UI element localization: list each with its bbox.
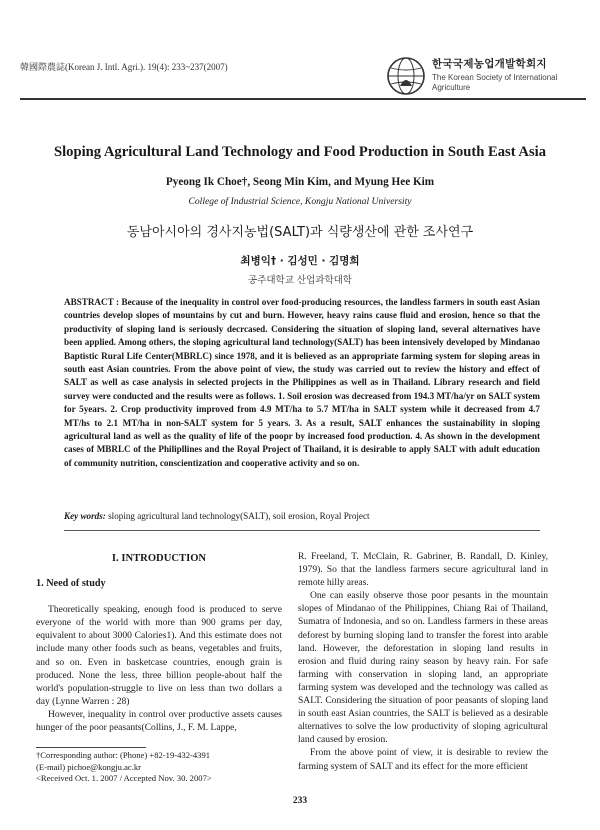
- footnote-rule: [36, 747, 146, 748]
- society-logo-icon: [386, 56, 426, 96]
- footnote-line: †Corresponding author: (Phone) +82-19-432-4391: [36, 750, 211, 760]
- body-paragraph: One can easily observe those poor pesants in the mountain slopes of Mindanao of the Philippines, Chiang Rai of Thailand, Sumatra of Indonesia, and so on. Landless farmers in these areas deforest by burning sloping land to transfer the forest into arable land. However, the deforestation in sloping land results in erosion and fluid during rainy season by heavy rain. For safe farming with conservation in sloping land, an appropriate farming system was developed and the technology was called as SALT. Considering the situation of poor peasants of sloping land in south east Asian countries, the SALT is believed as a desirable alternatives to solve the low productivity of sloping agricultural land caused by erosion.: [298, 590, 548, 746]
- body-column-left: [36, 552, 282, 734]
- paper-authors: Pyeong Ik Choe†, Seong Min Kim, and Myung Hee Kim: [165, 176, 435, 188]
- paper-affiliation: College of Industrial Science, Kongju National University: [188, 196, 412, 207]
- keywords: [64, 510, 540, 523]
- section-heading: I. INTRODUCTION: [111, 553, 207, 564]
- abstract-label: ABSTRACT :: [64, 297, 120, 307]
- society-name-en-line1: The Korean Society of International: [432, 73, 558, 82]
- paper-title: Sloping Agricultural Land Technology and Food Production in South East Asia: [53, 144, 546, 160]
- page-number: 233: [292, 796, 308, 806]
- header-rule: [20, 98, 586, 100]
- footnote-line: (E-mail) pichoe@kongju.ac.kr: [36, 761, 142, 772]
- body-paragraph: From the above point of view, it is desirable to review the farming system of SALT and its effect for the more efficient: [298, 747, 548, 772]
- paper-authors-ko: 최병익† · 김성민 · 김명희: [240, 255, 360, 267]
- society-name-en-line2: Agriculture: [432, 83, 471, 92]
- keywords-text: sloping agricultural land technology(SALT), soil erosion, Royal Project: [108, 511, 370, 521]
- body-paragraph: R. Freeland, T. McClain, R. Gabriner, B. Randall, D. Kinley, 1979). So that the landless farmers secure agricultural land in remote hilly areas.: [298, 551, 548, 589]
- society-name-ko: 한국국제농업개발학회지: [432, 58, 547, 70]
- footnote: [36, 750, 296, 785]
- keywords-rule: [64, 530, 540, 531]
- keywords-label: Key words:: [64, 511, 106, 521]
- body-paragraph: However, inequality in control over productive assets causes hunger of the poor peasants(Collins, J., F. M. Lappe,: [36, 708, 282, 734]
- society-header: [386, 56, 586, 96]
- subsection-heading: 1. Need of study: [36, 578, 106, 590]
- journal-citation: 韓國際農誌(Korean J. Intl. Agri.). 19(4): 233~237(2007): [20, 62, 228, 72]
- abstract-text: Because of the inequality in control over food-producing resources, the landless farmers in south east Asian countries develop slopes of mountains by cut and burn. However, heavy rains cause fluid and erosion, hence so that the productivity of sloping land is seriously decrcased. Considering the situation of sloping land, several alternatives have been applied. Among others, the sloping agricultural land technology(SALT) has been intensively developed by Mindanao Baptistic Rural Life Center(MBRLC) since 1978, and it is believed as an appropriate farming system for sloping areas in south east Asian countries. From the above point of view, the study was carried out to review the history and effect of SALT as well as case analysis in selected projects in the Philippines as well as in Thailand. Library research and field survey were conducted and the results were as follows. 1. Soil erosion was decreased from 194.3 MT/ha/yr on SALT system for 5years. 2. Crop productivity improved from 4.9 MT/ha to 5.7 MT/ha in SALT system while it decreased from 4.7 MT/hs to 2.1 MT/ha in non-SALT system for 5 years. 3. As a result, SALT enhances the sustainability in sloping agricultural land as well as the quality of life of the poopr by increased food production. 4. As shown in the development cases of MBRLC of the Philipllines and the Royal Project of Thailand, it is desirable to apply SALT with adult education of community nutrition, conscientization and cooperative activity and so on.: [64, 297, 541, 468]
- footnote-line: <Received Oct. 1. 2007 / Accepted Nov. 30. 2007>: [36, 773, 212, 783]
- paper-title-ko: 동남아시아의 경사지농법(SALT)과 식량생산에 관한 조사연구: [126, 225, 474, 240]
- abstract: [64, 296, 540, 470]
- body-column-right: [298, 550, 548, 773]
- body-paragraph: Theoretically speaking, enough food is produced to serve everyone of the world with more than 900 grams per day, equivalent to about 3000 Calories1). And this estimate does not include many other foods such as beans, vegetables and fruits, and so on. Even in basketcase countries, enough grain is produced. None the less, three billion people-about half the world's population-struggle to live on less than two dollars a day (Lynne Warren : 28): [36, 604, 282, 707]
- paper-affiliation-ko: 공주대학교 산업과학대학: [248, 275, 352, 286]
